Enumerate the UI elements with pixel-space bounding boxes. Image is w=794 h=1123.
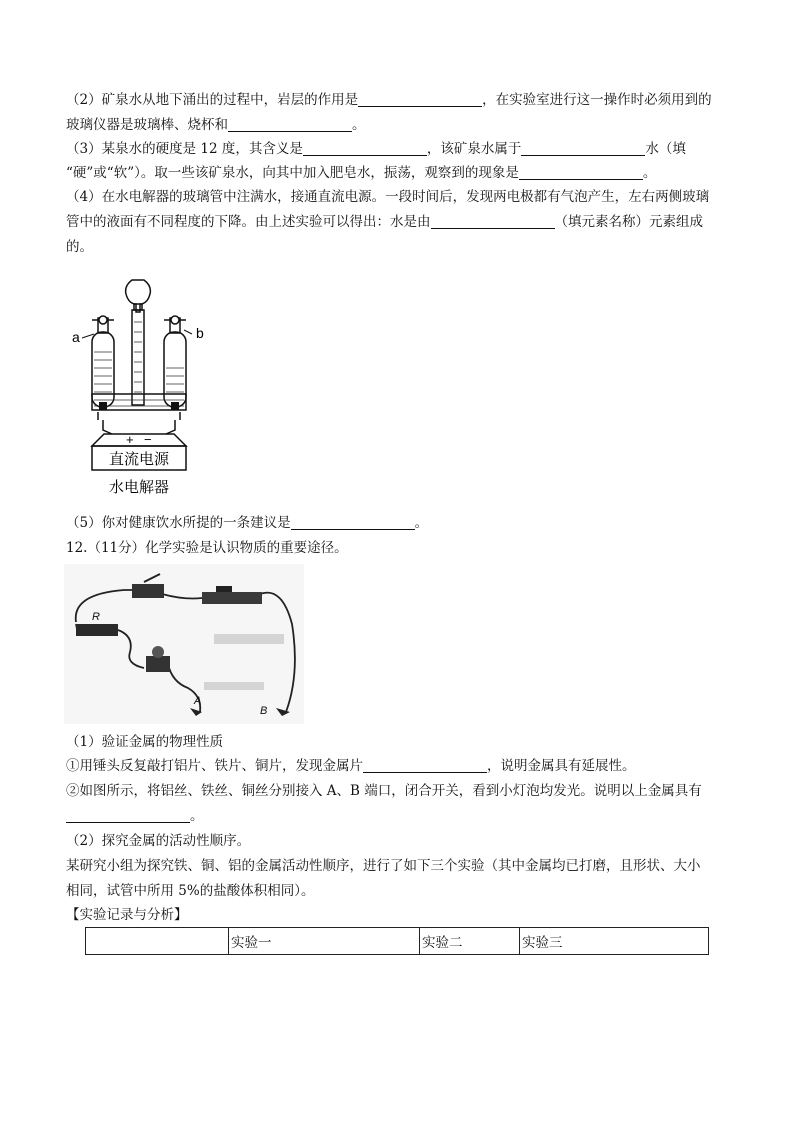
part2-title-text: （2）探究金属的活动性顺序。: [66, 833, 251, 849]
q4-text-c: （填元素名称）元素组成: [554, 214, 703, 230]
circuit-figure: [64, 564, 304, 724]
q3-line2: [66, 163, 656, 183]
part1-item1-b: ，说明金属具有延展性。: [487, 758, 636, 774]
q4-line1: [66, 187, 709, 207]
q2-text-b: ，在实验室进行这一操作时必须用到的: [482, 92, 712, 108]
q3-text-e: 。: [642, 165, 657, 181]
q2-text-d: 。: [352, 117, 366, 133]
part1-item1: [66, 756, 636, 776]
label-R: R: [92, 611, 100, 623]
q3-blank-1[interactable]: [303, 141, 427, 156]
power-label: 直流电源: [108, 450, 170, 468]
q2-line2: [66, 115, 366, 135]
q5-text-b: 。: [414, 515, 429, 531]
part1-item2-cont: [66, 806, 204, 826]
table-cell: [86, 928, 229, 955]
part1-title-text: （1）验证金属的物理性质: [66, 734, 224, 750]
q5-text-a: （5）你对健康饮水所提的一条建议是: [66, 515, 291, 531]
label-b: b: [196, 325, 204, 341]
q5-blank-1[interactable]: [291, 515, 415, 530]
part1-item2: [66, 781, 702, 801]
q12-text: 12.（11分）化学实验是认识物质的重要途径。: [66, 540, 348, 556]
q3-blank-3[interactable]: [519, 165, 643, 180]
q3-text-c: 水（填: [645, 141, 686, 157]
label-a: a: [72, 329, 80, 345]
q2-line1: [66, 90, 712, 110]
part1-item2-b: 。: [190, 808, 204, 824]
battery-minus: −: [144, 432, 152, 447]
part2-title: [66, 831, 250, 851]
q2-blank-1[interactable]: [358, 92, 482, 107]
q3-blank-2[interactable]: [521, 141, 645, 156]
q2-text-a: （2）矿泉水从地下涌出的过程中，岩层的作用是: [66, 92, 359, 108]
part2-desc2: [66, 881, 314, 901]
q3-line1: [66, 139, 686, 159]
label-B: B: [260, 705, 268, 717]
q4-text-d: 的。: [66, 239, 93, 255]
table-cell: 实验一: [229, 928, 420, 955]
part1-item1-a: ①用锤头反复敲打铝片、铁片、铜片，发现金属片: [66, 758, 363, 774]
battery-plus: +: [126, 432, 134, 447]
q3-text-b: ，该矿泉水属于: [426, 141, 522, 157]
record-title-text: 【实验记录与分析】: [66, 907, 188, 923]
table-cell: 实验二: [420, 928, 520, 955]
q2-text-c: 玻璃仪器是玻璃棒、烧杯和: [66, 117, 228, 133]
part2-desc1: [66, 856, 701, 876]
part1-item2-a: ②如图所示，将铝丝、铁丝、铜丝分别接入 A、B 端口，闭合开关，看到小灯泡均发光。说明以上金属具有: [66, 783, 702, 799]
electrolyzer-figure: [64, 272, 214, 500]
part2-desc-a: 某研究小组为探究铁、铜、铝的金属活动性顺序，进行了如下三个实验（其中金属均已打磨，且形状、大小: [66, 858, 701, 874]
table-row: [86, 928, 709, 955]
experiment-table: [85, 927, 709, 955]
q4-line2: [66, 212, 703, 232]
q4-line3: [66, 237, 93, 257]
table-cell: 实验三: [520, 928, 709, 955]
q4-text-a: （4）在水电解器的玻璃管中注满水，接通直流电源。一段时间后，发现两电极都有气泡产生，左右两侧玻璃: [66, 189, 710, 205]
label-A: A: [194, 695, 202, 707]
part1-blank-2[interactable]: [66, 808, 190, 823]
q5-line: [66, 513, 428, 533]
q3-text-d: “硬”或“软”）。取一些该矿泉水，向其中加入肥皂水，振荡，观察到的现象是: [66, 165, 519, 181]
q12-header: [66, 538, 348, 558]
part1-blank-1[interactable]: [363, 758, 487, 773]
q3-text-a: （3）某泉水的硬度是 12 度，其含义是: [66, 141, 303, 157]
part2-desc-b: 相同，试管中所用 5%的盐酸体积相同）。: [66, 883, 315, 899]
part1-title: [66, 732, 223, 752]
figure1-caption: 水电解器: [108, 478, 170, 496]
q2-blank-2[interactable]: [228, 117, 352, 132]
q4-blank-1[interactable]: [431, 214, 555, 229]
record-title: [66, 905, 188, 925]
q4-text-b: 管中的液面有不同程度的下降。由上述实验可以得出：水是由: [66, 214, 431, 230]
